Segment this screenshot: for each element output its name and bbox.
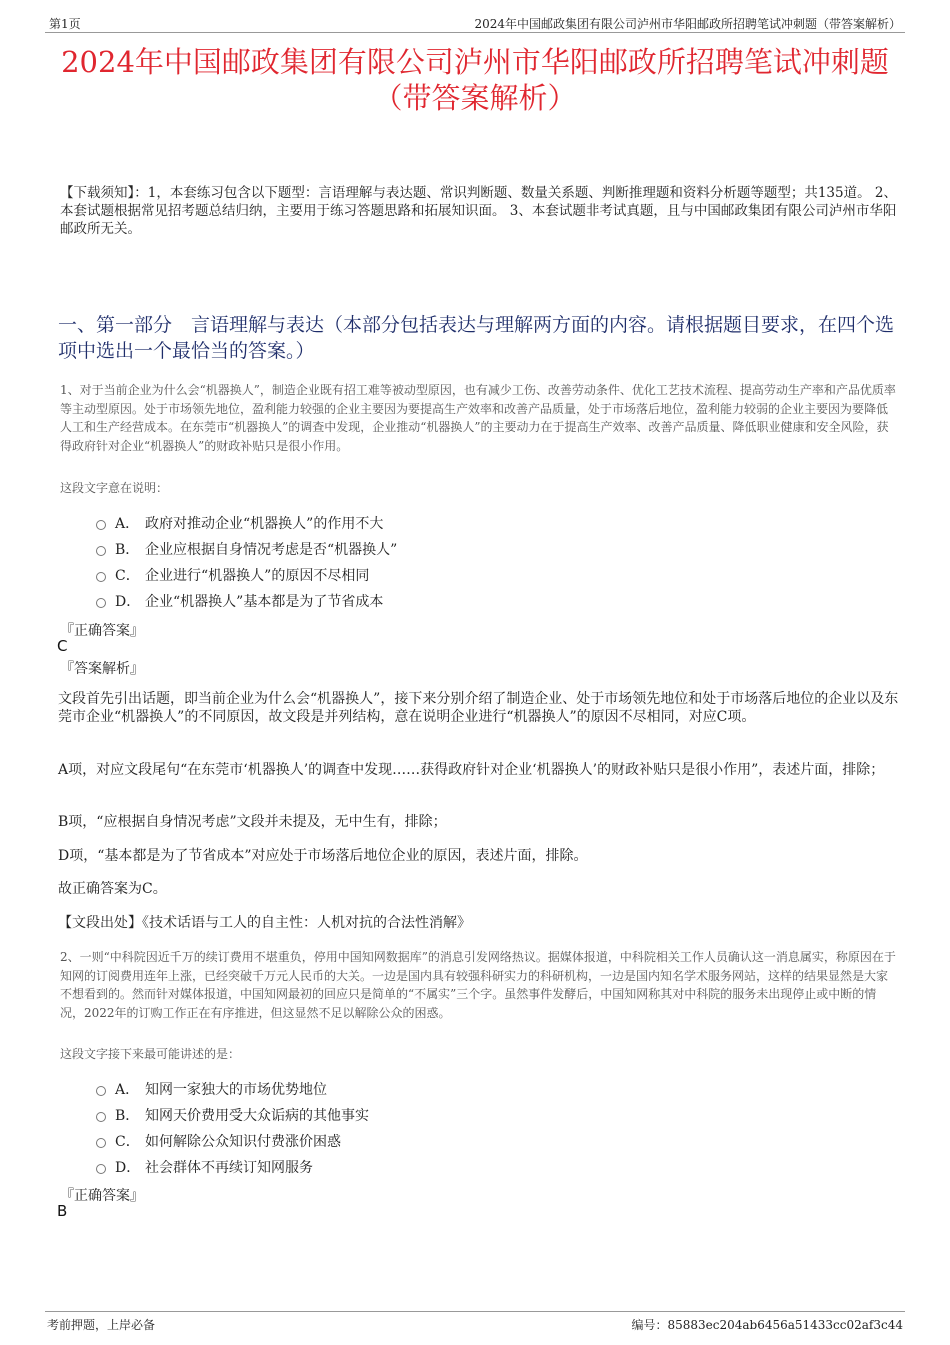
footer-slogan: 考前押题，上岸必备: [47, 1318, 156, 1332]
question-1-analysis-paragraph: 文段首先引出话题，即当前企业为什么会“机器换人”，接下来分别介绍了制造企业、处于市场领先地位和处于市场落后地位的企业以及东莞市企业“机器换人”的不同原因，故文段是并列结构，意在说明企业进行“机器换人”的原因不尽相同，对应C项。: [58, 691, 899, 725]
question-2-option-b[interactable]: [96, 1105, 369, 1125]
option-label: D．: [115, 594, 141, 610]
option-text: 知网天价费用受大众诟病的其他事实: [145, 1108, 369, 1124]
download-notice: 【下载须知】：1，本套练习包含以下题型：言语理解与表达题、常识判断题、数量关系题、判断推理题和资料分析题等题型；共135道。 2、本套试题根据常见招考题总结归纳，主要用于练习答题思路和拓展知识面。 3、本套试题非考试真题，且与中国邮政集团有限公司泸州市华阳邮政所无关。: [60, 185, 897, 237]
question-2-option-d[interactable]: [96, 1157, 313, 1177]
question-1-answer-tag: 『正确答案』: [60, 623, 144, 639]
question-1-analysis-paragraph: A项，对应文段尾句“在东莞市‘机器换人’的调查中发现……获得政府针对企业‘机器换人’的财政补贴只是很小作用”，表述片面，排除；: [58, 762, 885, 778]
footer-serial: 编号：85883ec204ab6456a51433cc02af3c44: [631, 1318, 903, 1332]
question-1-option-d[interactable]: [96, 591, 383, 611]
question-2-option-a[interactable]: [96, 1079, 327, 1099]
question-1-option-b[interactable]: [96, 539, 397, 559]
option-text: 知网一家独大的市场优势地位: [145, 1082, 327, 1098]
question-1-analysis-paragraph: 故正确答案为C。: [58, 881, 167, 897]
radio-icon[interactable]: [96, 520, 106, 530]
radio-icon[interactable]: [96, 1138, 106, 1148]
option-text: 社会群体不再续订知网服务: [145, 1160, 313, 1176]
option-label: A．: [115, 1082, 140, 1098]
option-text: 企业“机器换人”基本都是为了节省成本: [145, 594, 384, 610]
question-2-stem: 2、一则“中科院因近千万的续订费用不堪重负，停用中国知网数据库”的消息引发网络热议。据媒体报道，中科院相关工作人员确认这一消息属实，称原因在于知网的订阅费用连年上涨，已经突破千万元人民币的大关。一边是国内具有较强科研实力的科研机构，一边是国内知名学术服务网站，这样的结果显然是大家不想看到的。然而针对媒体报道，中国知网最初的回应只是简单的“不属实”三个字。虽然事件发酵后，中国知网称其对中科院的服务未出现停止或中断的情况，2022年的订购工作正在有序推进，但这显然不足以解除公众的困惑。: [60, 950, 896, 1020]
option-text: 如何解除公众知识付费涨价困惑: [145, 1134, 341, 1150]
page-number: 第1页: [49, 17, 81, 31]
radio-icon[interactable]: [96, 1112, 106, 1122]
option-label: C．: [115, 1134, 140, 1150]
question-1-stem: 1、对于当前企业为什么会“机器换人”，制造企业既有招工难等被动型原因，也有减少工伤、改善劳动条件、优化工艺技术流程、提高劳动生产率和产品优质率等主动型原因。处于市场领先地位，盈利能力较强的企业主要因为要提高生产效率和改善产品质量，处于市场落后地位，盈利能力较弱的企业主要因为要降低人工和生产经营成本。在东莞市“机器换人”的调查中发现，企业推动“机器换人”的主要动力在于提高生产效率、改善产品质量、降低职业健康和安全风险，获得政府针对企业“机器换人”的财政补贴只是很小作用。: [60, 383, 896, 453]
question-2-answer: B: [57, 1202, 68, 1220]
document-title: 2024年中国邮政集团有限公司泸州市华阳邮政所招聘笔试冲刺题（带答案解析）: [61, 45, 889, 115]
option-text: 政府对推动企业“机器换人”的作用不大: [145, 516, 384, 532]
page-footer: [45, 1311, 905, 1332]
question-2-prompt: 这段文字接下来最可能讲述的是：: [60, 1047, 241, 1061]
question-1-analysis-paragraph: D项，“基本都是为了节省成本”对应处于市场落后地位企业的原因，表述片面，排除。: [58, 848, 588, 864]
option-label: B．: [115, 1108, 140, 1124]
question-1-answer: C: [57, 637, 68, 655]
option-label: B．: [115, 542, 140, 558]
radio-icon[interactable]: [96, 598, 106, 608]
radio-icon[interactable]: [96, 1164, 106, 1174]
option-label: A．: [115, 516, 140, 532]
question-1-option-c[interactable]: [96, 565, 369, 585]
header-title: 2024年中国邮政集团有限公司泸州市华阳邮政所招聘笔试冲刺题（带答案解析）: [474, 17, 901, 31]
option-text: 企业进行“机器换人”的原因不尽相同: [145, 568, 370, 584]
radio-icon[interactable]: [96, 546, 106, 556]
question-2-answer-tag: 『正确答案』: [60, 1188, 144, 1204]
question-1-source: 【文段出处】《技术话语与工人的自主性：人机对抗的合法性消解》: [58, 915, 471, 931]
radio-icon[interactable]: [96, 1086, 106, 1096]
page-header: [45, 12, 905, 33]
question-1-option-a[interactable]: [96, 513, 383, 533]
radio-icon[interactable]: [96, 572, 106, 582]
option-label: C．: [115, 568, 140, 584]
option-text: 企业应根据自身情况考虑是否“机器换人”: [145, 542, 398, 558]
question-1-analysis-tag: 『答案解析』: [60, 661, 144, 677]
question-2-option-c[interactable]: [96, 1131, 341, 1151]
question-1-analysis-paragraph: B项，“应根据自身情况考虑”文段并未提及，无中生有，排除；: [58, 814, 447, 830]
section-title: 一、第一部分 言语理解与表达（本部分包括表达与理解两方面的内容。请根据题目要求，在四个选项中选出一个最恰当的答案。）: [58, 314, 895, 362]
option-label: D．: [115, 1160, 141, 1176]
question-1-prompt: 这段文字意在说明：: [60, 481, 169, 495]
